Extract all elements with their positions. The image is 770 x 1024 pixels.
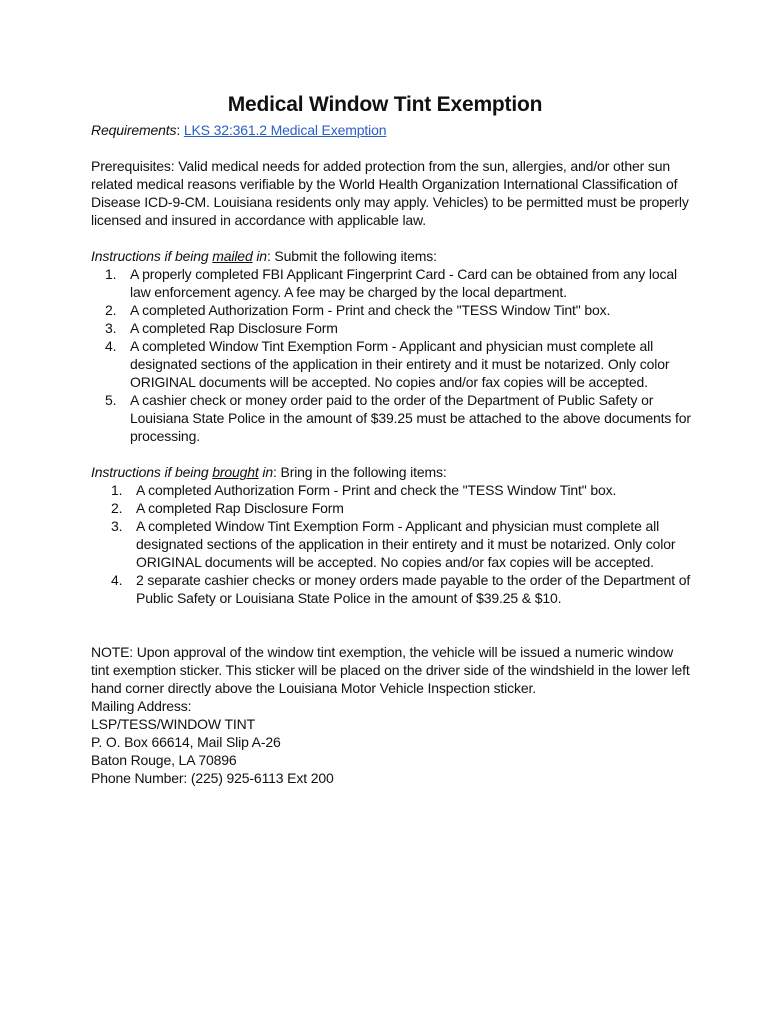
mailed-instructions-heading <box>91 247 691 265</box>
list-item-number: 3. <box>105 320 117 336</box>
list-item-text: A properly completed FBI Applicant Fingerprint Card - Card can be obtained from any local law enforcement agency. A fee may be charged by the local department. <box>130 266 677 300</box>
list-item-text: 2 separate cashier checks or money orders made payable to the order of the Department of Public Safety or Louisiana State Police in the amount of $39.25 & $10. <box>136 572 691 606</box>
list-item-number: 1. <box>105 266 117 282</box>
list-item <box>91 301 691 319</box>
list-item-text: A completed Rap Disclosure Form <box>136 500 344 516</box>
list-item-number: 1. <box>111 482 123 498</box>
list-item <box>91 481 691 499</box>
mailed-heading-keyword: mailed <box>212 248 253 264</box>
prerequisites-paragraph: Prerequisites: Valid medical needs for added protection from the sun, allergies, and/or other sun related medical reasons verifiable by the World Health Organization International Classification of Disease ICD-9-CM. Louisiana residents only may apply. Vehicles) to be permitted must be properly licensed and insured in accordance with applicable law. <box>91 158 689 228</box>
requirements-colon: : <box>176 122 184 138</box>
brought-instructions-heading <box>91 463 691 481</box>
mailed-heading-in: in <box>256 248 267 264</box>
list-item-number: 4. <box>105 338 117 354</box>
requirements-line <box>91 121 691 139</box>
brought-items-list <box>91 481 691 607</box>
list-item-text: A cashier check or money order paid to the order of the Department of Public Safety or Louisiana State Police in the amount of $39.25 must be attached to the above documents for processing. <box>130 392 691 444</box>
mailed-items-list <box>91 265 691 445</box>
list-item-text: A completed Rap Disclosure Form <box>130 320 338 336</box>
mailing-address-line1: LSP/TESS/WINDOW TINT <box>91 716 255 732</box>
list-item-number: 5. <box>105 392 117 408</box>
list-item <box>91 319 691 337</box>
requirements-label: Requirements <box>91 122 177 138</box>
list-item-text: A completed Window Tint Exemption Form - Applicant and physician must complete all designated sections of the application in their entirety and it must be notarized. Only color ORIGINAL documents will be accepted. No copies and/or fax copies will be accepted. <box>130 338 670 390</box>
document-body <box>91 121 691 787</box>
mailed-heading-tail: : Submit the following items: <box>266 248 437 264</box>
brought-heading-prefix: Instructions if being <box>91 464 209 480</box>
mailing-address-line3: Baton Rouge, LA 70896 <box>91 752 237 768</box>
list-item <box>91 337 691 391</box>
list-item-text: A completed Authorization Form - Print and check the "TESS Window Tint" box. <box>136 482 617 498</box>
mailing-address <box>91 697 691 787</box>
list-item-text: A completed Window Tint Exemption Form - Applicant and physician must complete all designated sections of the application in their entirety and it must be notarized. Only color ORIGINAL documents will be accepted. No copies and/or fax copies will be accepted. <box>136 518 676 570</box>
list-item <box>91 265 691 301</box>
brought-heading-in: in <box>262 464 274 480</box>
list-item <box>91 499 691 517</box>
list-item <box>91 571 691 607</box>
phone-number: Phone Number: (225) 925-6113 Ext 200 <box>91 770 334 786</box>
list-item <box>91 517 691 571</box>
list-item-number: 3. <box>111 518 123 534</box>
list-item-text: A completed Authorization Form - Print and check the "TESS Window Tint" box. <box>130 302 611 318</box>
statute-link[interactable]: LKS 32:361.2 Medical Exemption <box>183 122 387 138</box>
list-item <box>91 391 691 445</box>
brought-heading-keyword: brought <box>212 464 259 480</box>
brought-heading-tail: : Bring in the following items: <box>273 464 447 480</box>
mailing-address-line2: P. O. Box 66614, Mail Slip A-26 <box>91 734 281 750</box>
page-title: Medical Window Tint Exemption <box>227 93 543 116</box>
mailing-address-label: Mailing Address: <box>91 698 192 714</box>
note-paragraph: NOTE: Upon approval of the window tint exemption, the vehicle will be issued a numeric window tint exemption sticker. This sticker will be placed on the driver side of the windshield in the lower left hand corner directly above the Louisiana Motor Vehicle Inspection sticker. <box>91 644 690 696</box>
list-item-number: 4. <box>111 572 123 588</box>
mailed-heading-prefix: Instructions if being <box>91 248 209 264</box>
list-item-number: 2. <box>111 500 123 516</box>
list-item-number: 2. <box>105 302 117 318</box>
